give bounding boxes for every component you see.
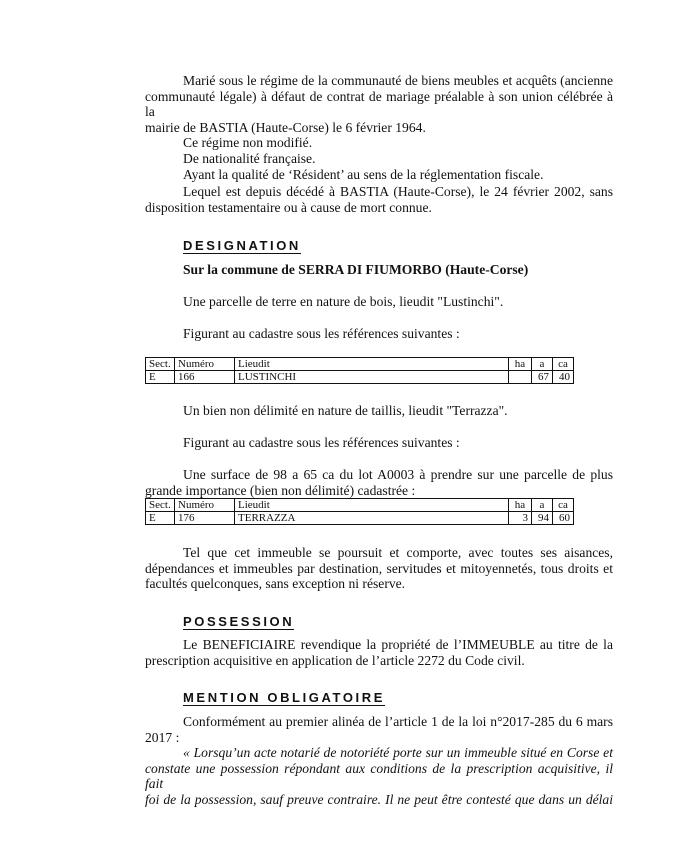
cell-numero: 176 <box>175 512 235 525</box>
cell-lieudit: TERRAZZA <box>235 512 509 525</box>
table-row <box>146 371 574 384</box>
cell-ca: 60 <box>553 512 574 525</box>
table-row <box>146 512 574 525</box>
col-a: a <box>532 499 553 512</box>
text-line: Conformément au premier alinéa de l’article 1 de la loi n°2017-285 du 6 mars <box>183 714 613 729</box>
text-line: facultés quelconques, sans exception ni réserve. <box>145 576 406 592</box>
mention-heading <box>183 690 385 706</box>
col-numero: Numéro <box>175 358 235 371</box>
col-lieudit: Lieudit <box>235 499 509 512</box>
text-line: Tel que cet immeuble se poursuit et comporte, avec toutes ses aisances, <box>183 545 613 560</box>
heading-text: MENTION OBLIGATOIRE <box>183 690 386 705</box>
col-ca: ca <box>553 358 574 371</box>
col-ha: ha <box>509 499 532 512</box>
cadastre-table-1 <box>145 357 574 384</box>
possession-paragraph <box>145 637 613 668</box>
cell-ca: 40 <box>553 371 574 384</box>
text-line: dépendances et immeubles par destination, servitudes et mitoyennetés, tous droits et <box>145 560 613 576</box>
heading-text: POSSESSION <box>183 614 295 629</box>
text-line: De nationalité française. <box>183 150 316 166</box>
text-line: disposition testamentaire ou à cause de mort connue. <box>145 199 432 215</box>
mention-paragraph <box>145 714 613 808</box>
cadastre-intro-1: Figurant au cadastre sous les références suivantes : <box>183 326 460 341</box>
possession-heading <box>183 614 294 630</box>
text-line: prescription acquisitive en application de l’article 2272 du Code civil. <box>145 652 525 668</box>
commune-line: Sur la commune de SERRA DI FIUMORBO (Haute-Corse) <box>183 262 529 277</box>
surface-paragraph <box>145 467 613 498</box>
col-sect: Sect. <box>146 358 175 371</box>
text-line: Ce régime non modifié. <box>183 135 313 151</box>
text-line: grande importance (bien non délimité) cadastrée : <box>145 482 416 498</box>
cell-sect: E <box>146 371 175 384</box>
col-ca: ca <box>553 499 574 512</box>
death-paragraph <box>145 184 613 215</box>
cadastre-intro-2: Figurant au cadastre sous les références suivantes : <box>183 435 460 450</box>
text-line: Le BENEFICIAIRE revendique la propriété de l’IMMEUBLE au titre de la <box>183 637 613 652</box>
cadastre-table-2 <box>145 498 574 525</box>
text-line: Marié sous le régime de la communauté de biens meubles et acquêts (ancienne <box>183 73 613 88</box>
marriage-paragraph <box>145 73 613 182</box>
text-line: Lequel est depuis décédé à BASTIA (Haute-Corse), le 24 février 2002, sans <box>183 184 613 199</box>
quote-line: constate une possession répondant aux conditions de la prescription acquisitive, il fait <box>145 760 613 792</box>
text-line: 2017 : <box>145 729 180 745</box>
cell-sect: E <box>146 512 175 525</box>
text-line: communauté légale) à défaut de contrat de mariage préalable à son union célébrée à la <box>145 88 613 120</box>
cell-numero: 166 <box>175 371 235 384</box>
quote-line: foi de la possession, sauf preuve contraire. Il ne peut être contesté que dans un délai <box>145 791 613 807</box>
cell-ha: 3 <box>509 512 532 525</box>
table-header-row <box>146 358 574 371</box>
text-line: Une surface de 98 a 65 ca du lot A0003 à prendre sur une parcelle de plus <box>183 467 613 482</box>
col-sect: Sect. <box>146 499 175 512</box>
heading-text: DESIGNATION <box>183 238 301 253</box>
cell-lieudit: LUSTINCHI <box>235 371 509 384</box>
parcel1-text: Une parcelle de terre en nature de bois, lieudit "Lustinchi". <box>183 294 504 309</box>
cell-a: 94 <box>532 512 553 525</box>
parcel2-text: Un bien non délimité en nature de taillis, lieudit "Terrazza". <box>183 403 508 418</box>
text-line: mairie de BASTIA (Haute-Corse) le 6 février 1964. <box>145 119 426 135</box>
text-line: Ayant la qualité de ‘Résident’ au sens de la réglementation fiscale. <box>183 166 544 182</box>
table-header-row <box>146 499 574 512</box>
col-numero: Numéro <box>175 499 235 512</box>
cell-a: 67 <box>532 371 553 384</box>
col-ha: ha <box>509 358 532 371</box>
immeuble-paragraph <box>145 545 613 592</box>
col-lieudit: Lieudit <box>235 358 509 371</box>
col-a: a <box>532 358 553 371</box>
cell-ha <box>509 371 532 384</box>
designation-heading <box>183 238 301 254</box>
quote-line: « Lorsqu’un acte notarié de notoriété porte sur un immeuble situé en Corse et <box>183 745 613 761</box>
